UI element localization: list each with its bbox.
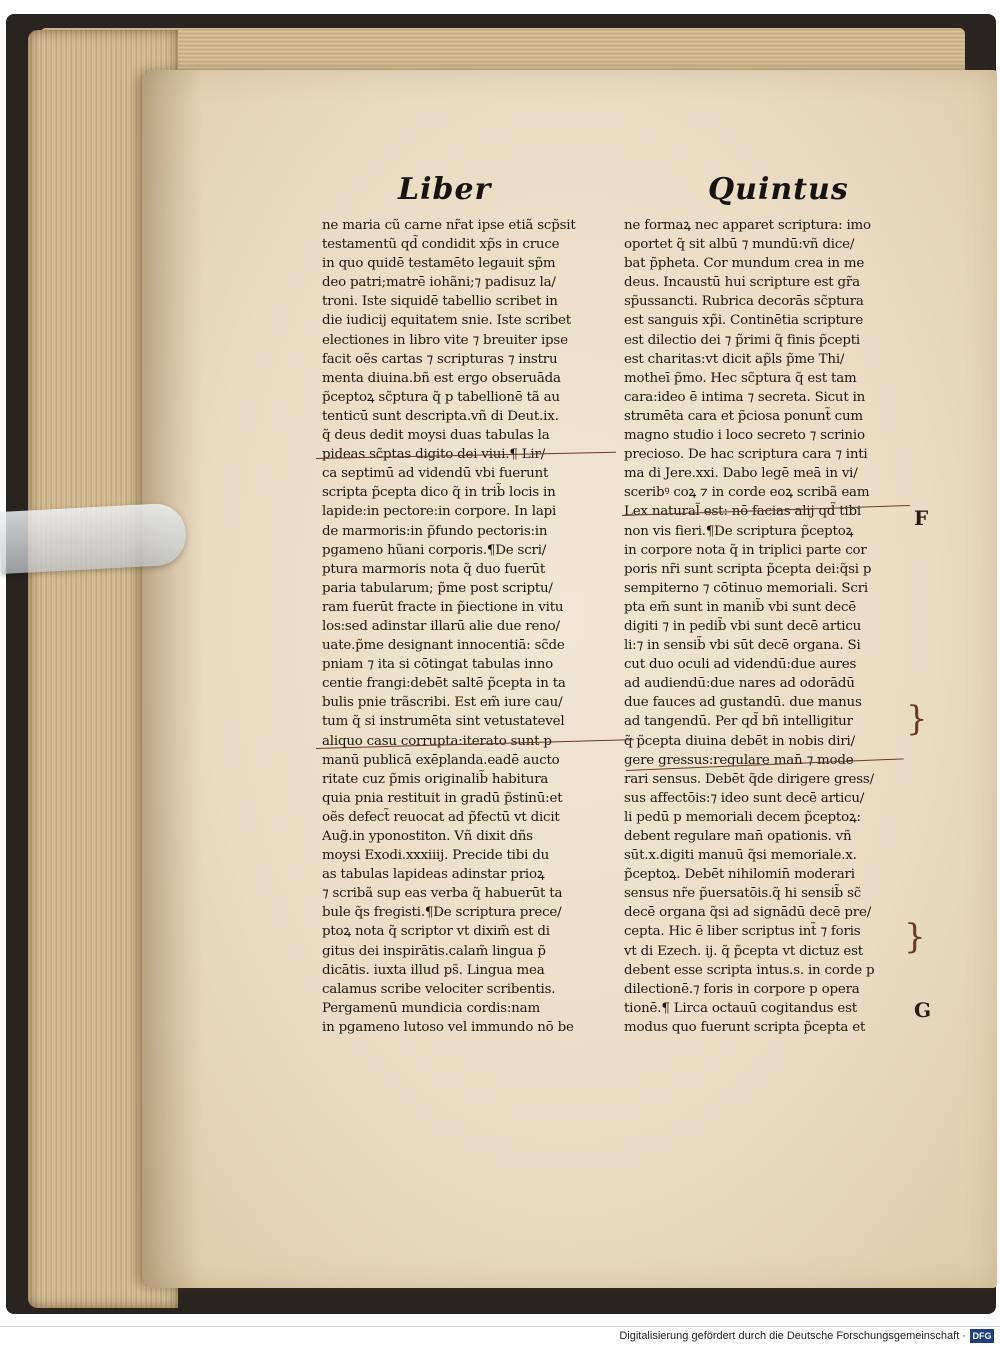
text-line: bule q̃s fregisti.¶De scriptura prece/ xyxy=(322,905,562,921)
text-line: sceribꝰ coꝝ ⁊ in corde eoꝝ scribã eam xyxy=(624,485,870,501)
text-line: Lex natural̃ est: nō facias alij qd̃ tibi xyxy=(624,504,861,520)
text-line: due fauces ad gustandū. due manus xyxy=(624,695,862,711)
text-line: deo patri;matrē iohãni;⁊ padisuz la/ xyxy=(322,275,556,291)
text-line: dilectionē.⁊ foris in corpore p opera xyxy=(624,981,860,997)
text-line: quia pnia restituit in gradū p̃stinū:et xyxy=(322,790,563,806)
text-line: cut duo oculi ad videndū:due aures xyxy=(624,657,857,673)
text-line: p̃ceptoꝝ sc̃ptura q̃ p tabellionē tã au xyxy=(322,389,560,405)
text-column-right xyxy=(624,216,914,1037)
text-line: ad audiendū:due nares ad odorādū xyxy=(624,676,855,692)
text-line: est charitas:vt dicit ap̃ls p̃me Thi/ xyxy=(624,351,845,367)
text-line: electiones in libro vite ⁊ breuiter ipse xyxy=(322,332,568,348)
text-line: ptoꝝ nota q̃ scriptor vt dixim̃ est di xyxy=(322,924,550,940)
text-line: bulis pnie trãscribi. Est em̃ iure cau/ xyxy=(322,695,563,711)
text-line: los:sed adinstar illarū alie due reno/ xyxy=(322,618,560,634)
text-line: digiti ⁊ in pedib̃ vbi sunt decē articu xyxy=(624,618,862,634)
text-line: ritate cuz p̃mis originalib̃ habitura xyxy=(322,771,549,787)
text-line: tionē.¶ Lirca octauū cogitandus est xyxy=(624,1000,857,1016)
text-line: aliquo casu corrupta:iterato sunt p xyxy=(322,733,552,749)
text-line: cara:ideo ē intima ⁊ secreta. Sicut in xyxy=(624,389,866,405)
text-line: magno studio i loco secreto ⁊ scrinio xyxy=(624,428,865,444)
text-line: ne maria cũ carne nr̃at ipse etiã scp̃sit xyxy=(322,218,576,233)
text-line: sp̃ussancti. Rubrica decorās sc̃ptura xyxy=(624,294,864,310)
text-line: in quo quidē testamēto legauit sp̃m xyxy=(322,256,556,272)
text-line: ⁊ scribã sup eas verba q̃ habuerūt ta xyxy=(322,886,563,902)
manuscript-bracket: } xyxy=(906,699,928,739)
marginal-letter-f: F xyxy=(914,506,929,530)
text-line: ca septimū ad videndū vbi fuerunt xyxy=(322,466,549,482)
dfg-logo: DFG xyxy=(970,1329,994,1343)
text-line: as tabulas lapideas adinstar prioꝝ xyxy=(322,867,545,883)
running-head-left: Liber xyxy=(398,172,492,207)
text-line: ad tangendū. Per qd̃ bñ intelligitur xyxy=(624,714,853,730)
text-line: ma di Jere.xxi. Dabo legē meā in vi/ xyxy=(624,466,858,482)
manuscript-bracket: } xyxy=(904,917,926,957)
text-line: est dilectio dei ⁊ p̃rimi q̃ finis p̃cepti xyxy=(624,332,860,348)
text-line: strumēta cara et p̃ciosa ponunt̃ cum xyxy=(624,408,863,424)
text-line: poris nr̃i sunt scripta p̃cepta dei:q̃si p xyxy=(624,561,872,577)
footer-bar xyxy=(0,1326,1000,1347)
text-line: pniam ⁊ ita si cōtingat tabulas inno xyxy=(322,657,554,673)
text-line: deus. Incaustū hui̇ scripture est gr̃a xyxy=(624,275,860,291)
text-line: gitus dei inspirātis.calam̃ lingua p̃ xyxy=(322,943,546,959)
text-line: sempiterno ⁊ cōtinuo memoriali. Scri xyxy=(624,580,868,596)
text-line: testamentũ qd̃ condidit xp̃s in cruce xyxy=(322,237,560,253)
text-line: debent esse scripta intus.s. in corde p xyxy=(624,962,875,978)
text-line: Aug̃.in yponostiton. Vñ dixit dñs xyxy=(322,829,533,844)
text-line: de marmoris:in p̃fundo pectoris:in xyxy=(322,523,548,539)
text-line: sus affectōis:⁊ ideo sunt decē articu/ xyxy=(624,790,865,806)
text-line: oportet q̃ sit albū ⁊ mundū:vñ dice/ xyxy=(624,237,855,253)
text-line: pideas sc̃ptas digito dei viui.¶ Lir/ xyxy=(322,447,546,463)
gutter-shadow xyxy=(142,70,202,1288)
text-line: pta em̃ sunt in manib̃ vbi sunt decē xyxy=(624,599,856,615)
text-line: facit oẽs cartas ⁊ scripturas ⁊ instru xyxy=(322,351,558,367)
text-line: p̃ceptoꝝ. Debēt nihilomin̄ moderari xyxy=(624,867,855,883)
text-line: decē organa q̃si ad signādū decē pre/ xyxy=(624,905,872,921)
text-line: troni. Iste siquidē tabellio scribet in xyxy=(322,294,558,310)
text-line: gere gressus:regulare man̄ ⁊ mode xyxy=(624,752,854,768)
text-line: q̃ p̃cepta diuina debēt in nobis diri/ xyxy=(624,733,855,749)
text-line: in pgameno lutoso vel immundo nō be xyxy=(322,1019,574,1035)
text-line: ne formaꝝ nec apparet scriptura: imo xyxy=(624,218,871,233)
text-line: tenticū sunt descripta.vñ di Deut.ix. xyxy=(322,408,559,424)
text-line: debent regulare man̄ opationis. vñ xyxy=(624,829,852,844)
text-line: lapide:in pectore:in corpore. In lapi xyxy=(322,504,557,520)
text-line: q̃ deus dedit moysi duas tabulas la xyxy=(322,428,550,444)
text-line: paria tabularum; p̃me post scriptu/ xyxy=(322,580,553,596)
text-line: tum q̃ si instrumēta sint vetustatevel xyxy=(322,714,565,730)
text-line: oẽs defect̃ reuocat ad p̃fectū vt dicit xyxy=(322,809,560,825)
text-line: manū publicā exēplanda.eadē aucto xyxy=(322,752,560,768)
text-line: bat p̃pheta. Cor mundum crea in me xyxy=(624,256,865,272)
footer-credit: Digitalisierung gefördert durch die Deutsche Forschungsgemeinschaft · xyxy=(619,1330,966,1342)
text-line: li:⁊ in sensib̃ vbi sūt decē organa. Si xyxy=(624,638,861,654)
text-line: li pedū p memoriali decem p̃ceptoꝝ: xyxy=(624,809,861,825)
text-line: die iudicij equitatem snie. Iste scribet xyxy=(322,313,571,329)
text-line: dicātis. iuxta illud ps̃. Lingua mea xyxy=(322,962,545,978)
text-line: ram fuerūt fracte in p̃iectione in vitu xyxy=(322,599,564,615)
text-line: cepta. Hic ē liber scriptus int̃ ⁊ foris xyxy=(624,924,861,940)
text-line: motheī p̃mo. Hec sc̃ptura q̃ est tam xyxy=(624,370,857,386)
text-line: pgameno hũani corporis.¶De scri/ xyxy=(322,542,547,558)
text-line: Pergamenū mundicia cordis:nam xyxy=(322,1000,540,1016)
text-line: vt di Ezech. ij. q̃ p̃cepta vt dictuz est xyxy=(624,943,863,959)
text-line: modus quo fuerunt scripta p̃cepta et xyxy=(624,1019,866,1035)
text-line: centie frangi:debēt saltē p̃cepta in ta xyxy=(322,676,566,692)
text-line: rari sensus. Debēt q̃de dirigere gress/ xyxy=(624,771,874,787)
text-line: uate.p̃me designant innocentiā: sc̃de xyxy=(322,638,565,654)
text-line: calamus scribe velociter scribentis. xyxy=(322,981,556,997)
text-line: est sanguis xp̃i. Continētia scripture xyxy=(624,313,864,329)
text-line: scripta p̃cepta dico q̃ in trib̃ locis in xyxy=(322,485,556,501)
text-line: precioso. De hac scriptura cara ⁊ inti xyxy=(624,447,868,463)
text-line: non vis fieri.¶De scriptura p̃ceptoꝝ xyxy=(624,523,854,539)
text-line: ptura marmoris nota q̃ duo fuerūt xyxy=(322,561,546,577)
text-column-left xyxy=(322,216,612,1037)
text-line: moysi Exodi.xxxiiij. Precide tibi du xyxy=(322,848,550,864)
text-line: menta diuina.bñ est ergo obseruāda xyxy=(322,370,561,386)
bookmark-strip xyxy=(0,502,187,574)
text-line: in corpore nota q̃ in triplici parte cor xyxy=(624,542,867,558)
text-line: sūt.x.digiti manuū q̃si memoriale.x. xyxy=(624,848,857,864)
text-line: sensus nr̃e p̃uersatōis.q̃ hi sensib̃ sc̃ xyxy=(624,886,862,902)
running-head-right: Quintus xyxy=(708,172,849,207)
marginal-letter-g: G xyxy=(914,998,932,1022)
